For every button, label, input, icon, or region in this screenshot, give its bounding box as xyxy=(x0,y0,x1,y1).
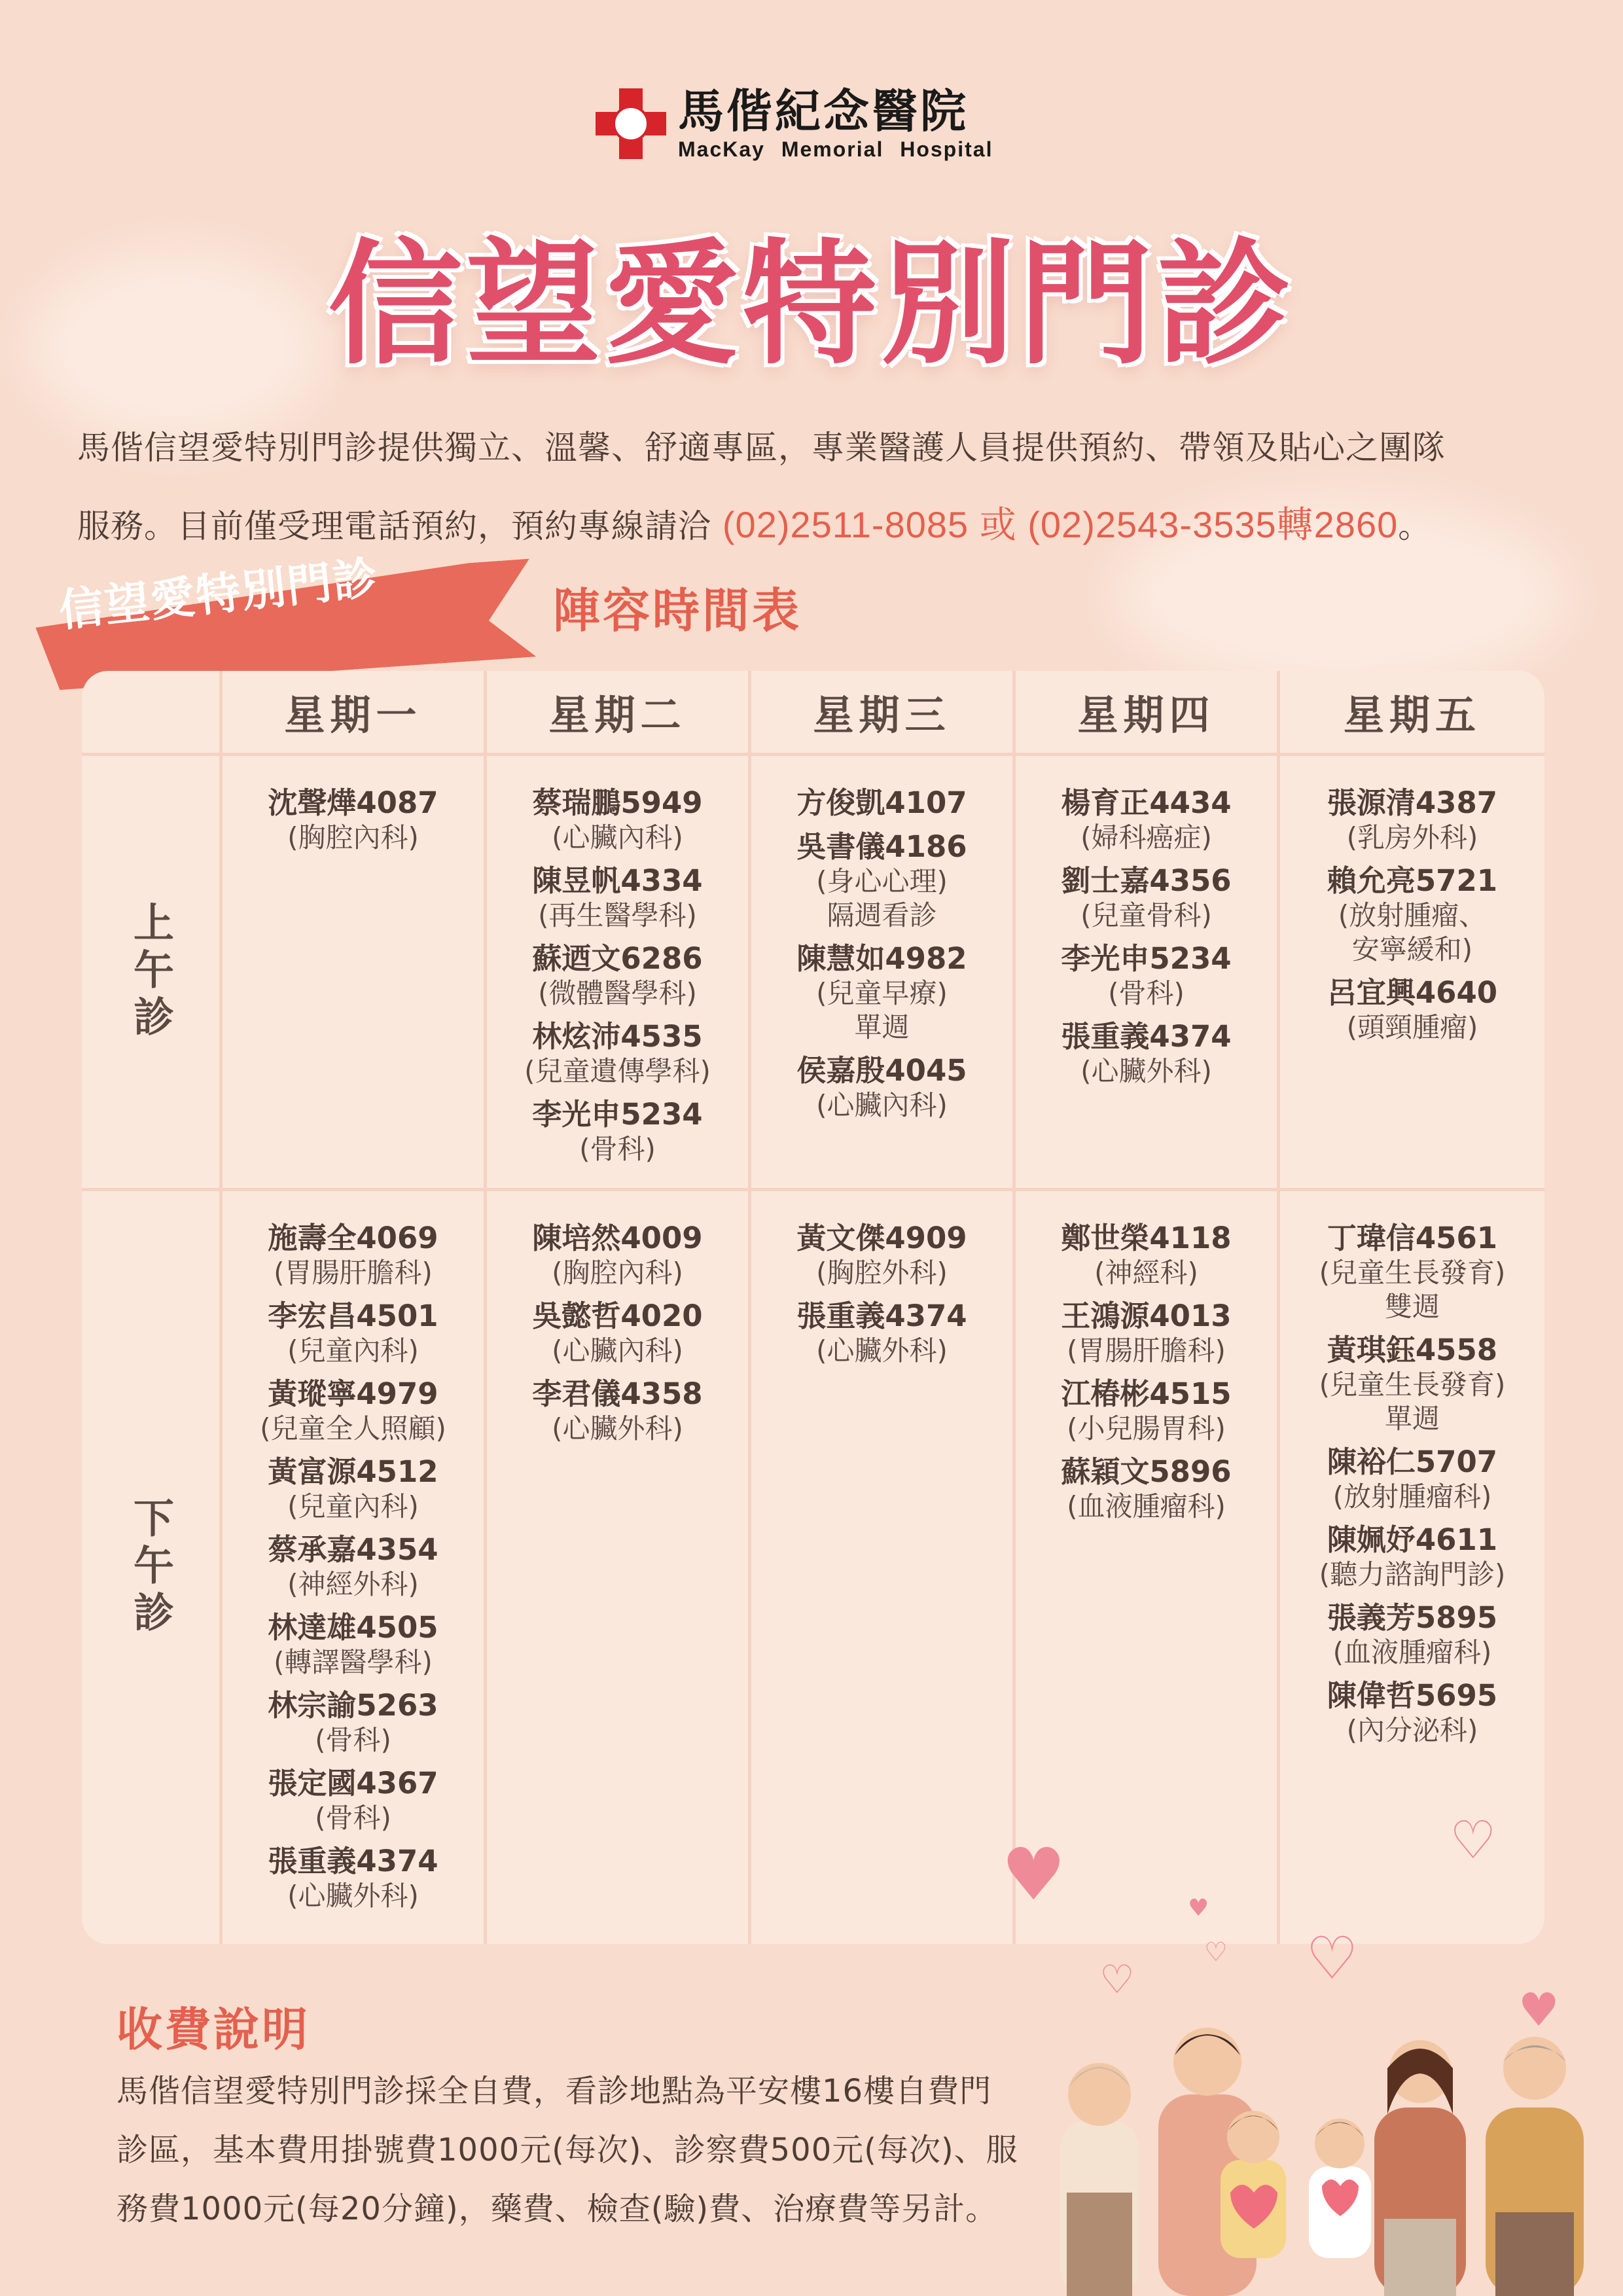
doctor-name: 蔡承嘉4354 xyxy=(268,1532,438,1567)
doctor-specialty: (骨科) xyxy=(579,1133,656,1165)
doctor-entry xyxy=(1016,1220,1277,1290)
schedule-cell xyxy=(487,756,751,1191)
doctor-entry xyxy=(751,1220,1012,1290)
doctor-entry xyxy=(487,785,748,855)
day-header: 星期五 xyxy=(1280,671,1544,756)
schedule-cell xyxy=(751,756,1016,1191)
doctor-name: 林宗諭5263 xyxy=(268,1688,438,1723)
doctor-specialty: (骨科) xyxy=(315,1802,391,1834)
doctor-specialty: (心臟內科) xyxy=(552,821,683,853)
day-header: 星期三 xyxy=(751,671,1016,756)
doctor-name: 張定國4367 xyxy=(268,1766,438,1801)
doctor-entry xyxy=(223,1220,484,1290)
doctor-specialty: (胸腔內科) xyxy=(287,821,419,853)
intro-line-2-text: 服務。目前僅受理電話預約，預約專線請洽 xyxy=(77,507,722,545)
doctor-specialty: (頭頸腫瘤) xyxy=(1346,1011,1478,1043)
heart-icon: ♡ xyxy=(1204,1937,1228,1967)
boy-figure xyxy=(1221,2111,1286,2258)
doctor-entry xyxy=(1016,785,1277,855)
schedule-cell xyxy=(1280,1191,1544,1944)
doctor-name: 呂宜興4640 xyxy=(1327,975,1498,1010)
ribbon-label: 信望愛特別門診 xyxy=(56,552,382,637)
doctor-specialty: (婦科癌症) xyxy=(1080,821,1212,853)
doctor-entry xyxy=(487,1096,748,1166)
day-header: 星期一 xyxy=(223,671,487,756)
doctor-entry xyxy=(223,1298,484,1368)
day-header: 星期四 xyxy=(1016,671,1280,756)
doctor-name: 張重義4374 xyxy=(268,1844,438,1878)
doctor-specialty: (轉譯醫學科) xyxy=(274,1646,433,1678)
table-corner xyxy=(82,671,223,756)
logo-chinese-name: 馬偕紀念醫院 xyxy=(678,84,969,138)
doctor-specialty: (兒童內科) xyxy=(287,1335,419,1367)
doctor-entry xyxy=(223,1376,484,1446)
mother-figure xyxy=(1374,2040,1466,2296)
doctor-entry xyxy=(1016,1376,1277,1446)
doctor-specialty: (骨科) xyxy=(315,1724,391,1756)
doctor-specialty: (乳房外科) xyxy=(1346,821,1478,853)
doctor-entry xyxy=(223,1765,484,1835)
doctor-specialty: (胸腔外科) xyxy=(816,1257,948,1289)
booking-phone[interactable]: (02)2511-8085 或 (02)2543-3535轉2860 xyxy=(722,504,1399,545)
doctor-name: 陳昱帆4334 xyxy=(532,863,703,898)
doctor-name: 賴允亮5721 xyxy=(1327,863,1498,898)
doctor-specialty: (兒童遺傳學科) xyxy=(524,1055,711,1087)
doctor-specialty: (再生醫學科) xyxy=(538,899,697,931)
red-cross-icon xyxy=(596,88,666,159)
doctor-name: 鄭世榮4118 xyxy=(1061,1221,1232,1255)
session-label-text: 上午診 xyxy=(126,901,175,1043)
doctor-name: 蘇迺文6286 xyxy=(532,941,703,976)
doctor-entry xyxy=(751,1052,1012,1122)
doctor-specialty: (心臟內科) xyxy=(552,1335,683,1367)
heart-icon: ♡ xyxy=(1306,1924,1359,1993)
doctor-name: 林達雄4505 xyxy=(268,1610,438,1645)
doctor-entry xyxy=(487,1220,748,1290)
doctor-specialty: (兒童生長發育) 雙週 xyxy=(1319,1257,1506,1323)
day-header: 星期二 xyxy=(487,671,751,756)
doctor-entry xyxy=(1016,1298,1277,1368)
schedule-title: 陣容時間表 xyxy=(553,583,802,638)
doctor-entry xyxy=(487,1376,748,1446)
doctor-specialty: (兒童內科) xyxy=(287,1490,419,1522)
doctor-name: 黃富源4512 xyxy=(268,1454,438,1489)
doctor-entry xyxy=(223,1687,484,1757)
doctor-specialty: (心臟外科) xyxy=(1080,1055,1212,1087)
doctor-specialty: (身心心理) 隔週看診 xyxy=(816,865,948,931)
fee-line-1: 馬偕信望愛特別門診採全自費，看診地點為平安樓16樓自費門 xyxy=(116,2073,992,2109)
doctor-entry xyxy=(223,785,484,855)
doctor-entry xyxy=(1016,1018,1277,1088)
doctor-name: 林炫沛4535 xyxy=(532,1019,703,1054)
doctor-entry xyxy=(1016,863,1277,933)
doctor-entry xyxy=(1280,975,1544,1045)
schedule-cell xyxy=(751,1191,1016,1944)
heart-icon: ♥ xyxy=(1518,1983,1560,2037)
doctor-name: 江椿彬4515 xyxy=(1061,1376,1232,1411)
doctor-name: 侯嘉殷4045 xyxy=(796,1053,967,1088)
doctor-specialty: (心臟外科) xyxy=(287,1880,419,1912)
intro-paragraph xyxy=(77,409,1550,565)
schedule-cell xyxy=(1016,756,1280,1191)
doctor-specialty: (兒童早療) 單週 xyxy=(816,977,948,1043)
grandmother-figure xyxy=(1060,2063,1139,2296)
doctor-specialty: (血液腫瘤科) xyxy=(1067,1490,1226,1522)
doctor-entry xyxy=(223,1843,484,1913)
schedule-table xyxy=(82,671,1544,1944)
doctor-specialty: (骨科) xyxy=(1108,977,1185,1009)
session-label xyxy=(82,1191,223,1944)
doctor-specialty: (心臟外科) xyxy=(552,1412,683,1444)
doctor-name: 陳姵妤4611 xyxy=(1327,1522,1498,1557)
schedule-cell xyxy=(1280,756,1544,1191)
doctor-entry xyxy=(487,863,748,933)
doctor-entry xyxy=(1280,1444,1544,1514)
doctor-name: 楊育正4434 xyxy=(1061,785,1232,820)
doctor-specialty: (放射腫瘤、 安寧緩和) xyxy=(1338,899,1487,965)
doctor-entry xyxy=(1280,785,1544,855)
doctor-specialty: (內分泌科) xyxy=(1346,1714,1478,1746)
session-label xyxy=(82,756,223,1191)
doctor-name: 王鴻源4013 xyxy=(1061,1299,1232,1333)
doctor-specialty: (心臟外科) xyxy=(816,1335,948,1367)
doctor-specialty: (胃腸肝膽科) xyxy=(1067,1335,1226,1367)
doctor-name: 李光申5234 xyxy=(532,1097,703,1132)
doctor-name: 張重義4374 xyxy=(1061,1019,1232,1054)
doctor-name: 施壽全4069 xyxy=(268,1221,438,1255)
doctor-name: 李君儀4358 xyxy=(532,1376,703,1411)
doctor-entry xyxy=(1280,863,1544,967)
heart-icon: ♡ xyxy=(1450,1810,1497,1871)
doctor-specialty: (小兒腸胃科) xyxy=(1067,1412,1226,1444)
doctor-entry xyxy=(1016,941,1277,1011)
doctor-entry xyxy=(223,1532,484,1602)
doctor-name: 黃瑽寧4979 xyxy=(268,1376,438,1411)
doctor-specialty: (神經外科) xyxy=(287,1568,419,1600)
doctor-specialty: (聽力諮詢門診) xyxy=(1319,1558,1506,1590)
doctor-entry xyxy=(751,785,1012,821)
doctor-entry xyxy=(487,1018,748,1088)
fee-description xyxy=(116,2062,1046,2238)
doctor-name: 陳培然4009 xyxy=(532,1221,703,1255)
doctor-name: 陳偉哲5695 xyxy=(1327,1678,1498,1713)
doctor-entry xyxy=(1280,1522,1544,1592)
doctor-entry xyxy=(751,941,1012,1045)
intro-line-2-end: 。 xyxy=(1398,507,1432,545)
heart-icon: ♥ xyxy=(1001,1833,1066,1916)
doctor-specialty: (胃腸肝膽科) xyxy=(274,1257,433,1289)
doctor-entry xyxy=(223,1454,484,1524)
doctor-specialty: (兒童全人照顧) xyxy=(260,1412,446,1444)
doctor-entry xyxy=(1280,1600,1544,1670)
doctor-name: 黃琪鈺4558 xyxy=(1327,1333,1498,1367)
doctor-entry xyxy=(751,829,1012,933)
doctor-entry xyxy=(487,941,748,1011)
doctor-specialty: (兒童骨科) xyxy=(1080,899,1212,931)
fee-line-2: 診區，基本費用掛號費1000元(每次)、診察費500元(每次)、服 xyxy=(116,2132,1018,2168)
doctor-entry xyxy=(751,1298,1012,1368)
doctor-entry xyxy=(1280,1220,1544,1324)
doctor-name: 蘇穎文5896 xyxy=(1061,1454,1232,1489)
doctor-entry xyxy=(1280,1332,1544,1436)
doctor-specialty: (胸腔內科) xyxy=(552,1257,683,1289)
doctor-name: 陳慧如4982 xyxy=(796,941,967,976)
session-label-text: 下午診 xyxy=(126,1497,175,1638)
doctor-specialty: (神經科) xyxy=(1094,1257,1198,1289)
doctor-name: 張義芳5895 xyxy=(1327,1600,1498,1635)
schedule-cell xyxy=(223,756,487,1191)
doctor-name: 李宏昌4501 xyxy=(268,1299,438,1333)
doctor-name: 張重義4374 xyxy=(796,1299,967,1333)
doctor-specialty: (兒童生長發育) 單週 xyxy=(1319,1369,1506,1435)
doctor-name: 張源清4387 xyxy=(1327,785,1498,820)
doctor-name: 吳書儀4186 xyxy=(796,829,967,864)
heart-icon: ♡ xyxy=(1099,1957,1135,2003)
fee-section-title: 收費說明 xyxy=(116,2003,310,2056)
doctor-specialty: (微體醫學科) xyxy=(538,977,697,1009)
schedule-cell xyxy=(223,1191,487,1944)
doctor-specialty: (放射腫瘤科) xyxy=(1332,1480,1492,1513)
doctor-name: 陳裕仁5707 xyxy=(1327,1444,1498,1479)
doctor-entry xyxy=(223,1609,484,1679)
schedule-cell xyxy=(487,1191,751,1944)
doctor-entry xyxy=(487,1298,748,1368)
doctor-entry xyxy=(1016,1454,1277,1524)
logo-english-name: MacKay Memorial Hospital xyxy=(678,137,993,161)
page-title: 信望愛特別門診 xyxy=(328,227,1295,383)
schedule-cell xyxy=(1016,1191,1280,1944)
heart-icon: ♥ xyxy=(1188,1895,1209,1922)
doctor-name: 吳懿哲4020 xyxy=(532,1299,703,1333)
doctor-name: 劉士嘉4356 xyxy=(1061,863,1232,898)
intro-line-1: 馬偕信望愛特別門診提供獨立、溫馨、舒適專區，專業醫護人員提供預約、帶領及貼心之團隊 xyxy=(77,429,1446,467)
doctor-name: 李光申5234 xyxy=(1061,941,1232,976)
doctor-name: 沈聲燁4087 xyxy=(268,785,438,820)
doctor-specialty: (心臟內科) xyxy=(816,1089,948,1121)
doctor-name: 蔡瑞鵬5949 xyxy=(532,785,703,820)
doctor-name: 方俊凱4107 xyxy=(796,785,967,820)
family-illustration xyxy=(1034,1996,1610,2296)
girl-figure xyxy=(1309,2119,1371,2258)
doctor-name: 黃文傑4909 xyxy=(796,1221,967,1255)
doctor-name: 丁瑋信4561 xyxy=(1327,1221,1498,1255)
hospital-logo xyxy=(596,85,993,162)
grandfather-figure xyxy=(1486,2037,1584,2296)
doctor-entry xyxy=(1280,1677,1544,1748)
fee-line-3: 務費1000元(每20分鐘)，藥費、檢查(驗)費、治療費等另計。 xyxy=(116,2191,998,2227)
doctor-specialty: (血液腫瘤科) xyxy=(1332,1636,1492,1668)
